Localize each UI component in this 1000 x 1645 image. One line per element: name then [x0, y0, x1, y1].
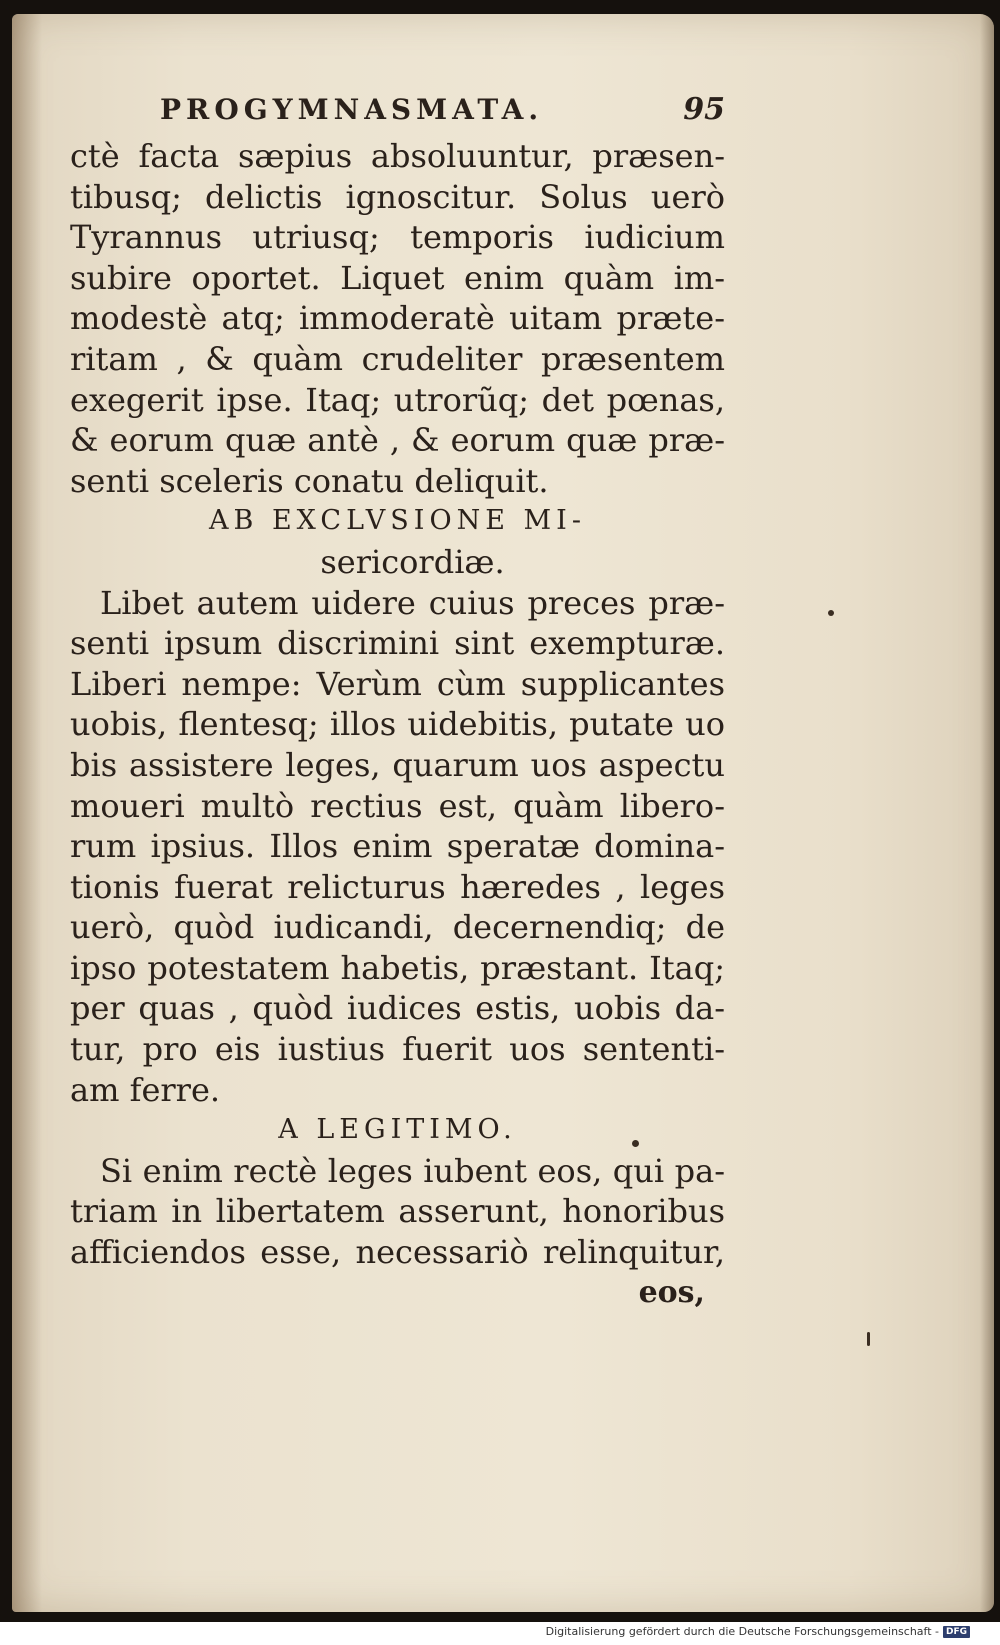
text-line: tionis fuerat relicturus hæredes , leges [70, 867, 725, 906]
section-heading-continuation: sericordiæ. [320, 542, 505, 581]
text-line: triam in libertatem asserunt, honoribus [70, 1192, 725, 1231]
text-line: & eorum quæ antè , & eorum quæ præ- [70, 421, 725, 460]
text-line: moueri multò rectius est, quàm libero- [70, 786, 725, 825]
paragraph-1 [70, 136, 725, 501]
dfg-logo: DFG [943, 1626, 970, 1638]
section-heading: AB EXCLVSIONE MI- [209, 505, 586, 537]
text-line: exegerit ipse. Itaq; utrorũq; det pœnas, [70, 380, 725, 419]
ink-speck [867, 1332, 870, 1346]
text-line: uerò, quòd iudicandi, decernendiq; de [70, 908, 725, 947]
text-line: Liberi nempe: Verùm cùm supplicantes [70, 664, 725, 703]
page-edge [980, 14, 994, 1612]
digitization-credit [546, 1625, 970, 1638]
ink-speck [828, 610, 834, 616]
catchword: eos, [638, 1274, 705, 1310]
page-number: 95 [683, 92, 725, 127]
text-line: Libet autem uidere cuius preces præ- [100, 583, 725, 622]
text-line: modestè atq; immoderatè uitam præte- [70, 299, 725, 338]
book-page [12, 14, 994, 1612]
section-heading: A LEGITIMO. [278, 1114, 517, 1146]
running-head [160, 92, 725, 136]
text-line: Tyrannus utriusq; temporis iudicium [70, 218, 725, 257]
running-title: PROGYMNASMATA. [160, 93, 544, 126]
text-line: ctè facta sæpius absoluuntur, præsen- [70, 137, 725, 175]
text-line: ritam , & quàm crudeliter præsentem [70, 339, 725, 378]
text-block [70, 92, 725, 1313]
text-line: afficiendos esse, necessariò relinquitur, [70, 1233, 725, 1272]
text-line: tibusq; delictis ignoscitur. Solus uerò [70, 177, 725, 216]
text-line: senti ipsum discrimini sint exempturæ. [70, 624, 725, 663]
text-line: rum ipsius. Illos enim speratæ domina- [70, 827, 725, 866]
spine-shadow [12, 14, 42, 1612]
text-line: ipso potestatem habetis, præstant. Itaq; [70, 948, 725, 987]
text-line: am ferre. [70, 1070, 221, 1109]
text-line: Si enim rectè leges iubent eos, qui pa- [100, 1151, 725, 1190]
paragraph-2 [70, 583, 725, 1111]
text-line: per quas , quòd iudices estis, uobis da- [70, 989, 725, 1028]
credit-text: Digitalisierung gefördert durch die Deutsche Forschungsgemeinschaft - [545, 1625, 939, 1638]
paragraph-3 [70, 1151, 725, 1273]
text-line: senti sceleris conatu deliquit. [70, 461, 549, 500]
text-line: uobis, flentesq; illos uidebitis, putate uo [70, 705, 725, 744]
text-line: tur, pro eis iustius fuerit uos sententi- [70, 1030, 725, 1069]
text-line: subire oportet. Liquet enim quàm im- [70, 258, 725, 297]
text-line: bis assistere leges, quarum uos aspectu [70, 745, 725, 784]
